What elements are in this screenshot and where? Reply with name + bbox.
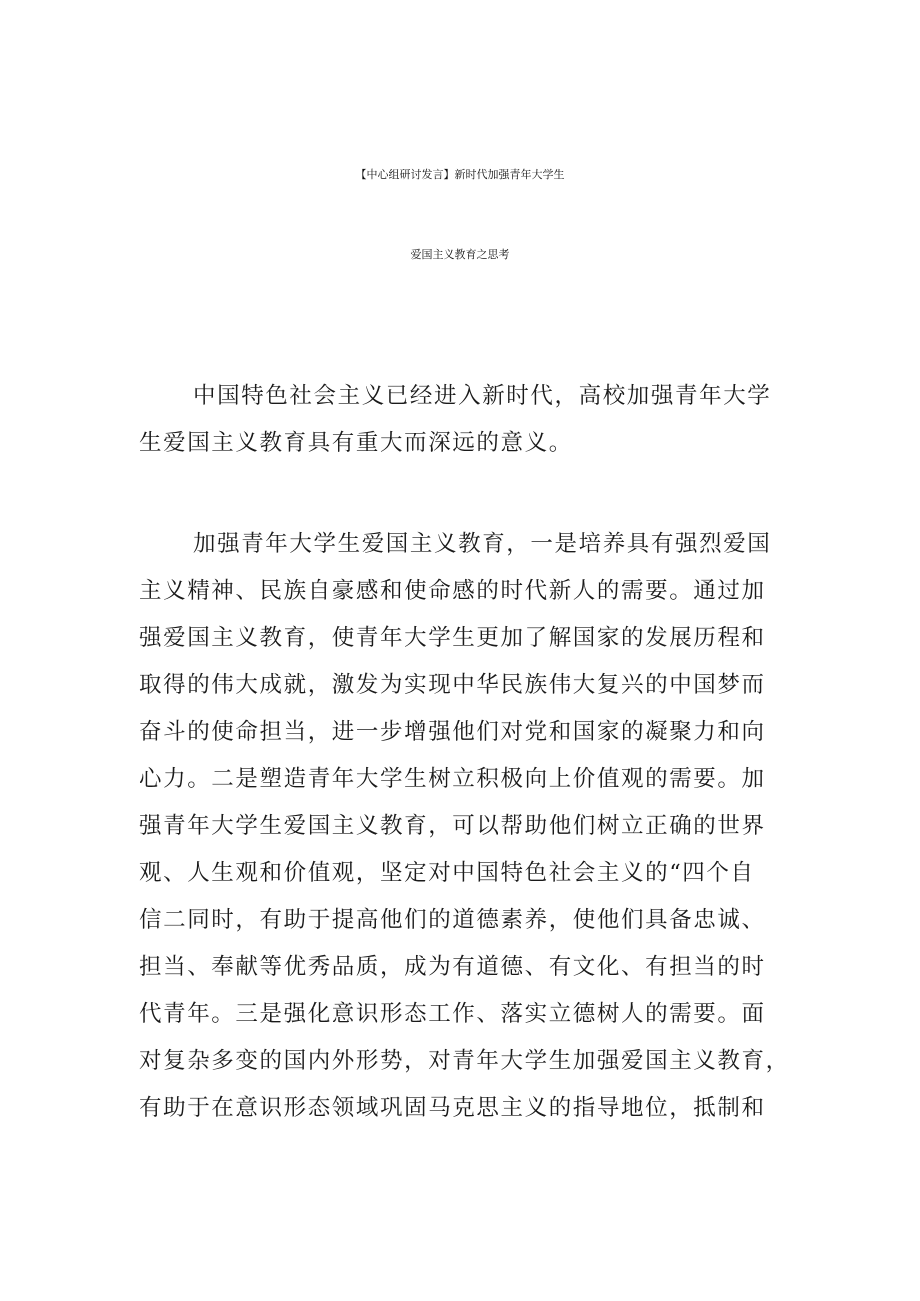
paragraph-2-line-9: 信二同时，有助于提高他们的道德素养，使他们具备忠诚、 <box>139 907 766 933</box>
document-title-line-1: 【中心组研讨发言】新时代加强青年大学生 <box>355 168 565 181</box>
paragraph-2-line-5: 奋斗的使命担当，进一步增强他们对党和国家的凝聚力和向 <box>139 719 766 745</box>
paragraph-2-line-7: 强青年大学生爱国主义教育，可以帮助他们树立正确的世界 <box>139 813 766 839</box>
paragraph-2-line-10: 担当、奉献等优秀品质，成为有道德、有文化、有担当的时 <box>139 954 766 980</box>
paragraph-1-line-2: 生爱国主义教育具有重大而深远的意义。 <box>139 430 573 456</box>
paragraph-2-line-6: 心力。二是塑造青年大学生树立积极向上价值观的需要。加 <box>139 766 766 792</box>
paragraph-1-line-1: 中国特色社会主义已经进入新时代，高校加强青年大学 <box>193 383 772 409</box>
paragraph-2-line-11: 代青年。三是强化意识形态工作、落实立德树人的需要。面 <box>139 1001 766 1027</box>
paragraph-2-line-2: 主义精神、民族自豪感和使命感的时代新人的需要。通过加 <box>139 578 766 604</box>
paragraph-2-line-3: 强爱国主义教育，使青年大学生更加了解国家的发展历程和 <box>139 625 766 651</box>
paragraph-2-line-1: 加强青年大学生爱国主义教育，一是培养具有强烈爱国 <box>193 531 772 557</box>
document-title-line-2: 爱国主义教育之思考 <box>410 248 510 261</box>
paragraph-2-line-12: 对复杂多变的国内外形势，对青年大学生加强爱国主义教育， <box>139 1048 790 1074</box>
paragraph-2-line-13: 有助于在意识形态领域巩固马克思主义的指导地位，抵制和 <box>139 1095 766 1121</box>
paragraph-2-line-8: 观、人生观和价值观，坚定对中国特色社会主义的“四个自 <box>139 860 755 886</box>
paragraph-2-line-4: 取得的伟大成就，激发为实现中华民族伟大复兴的中国梦而 <box>139 672 766 698</box>
